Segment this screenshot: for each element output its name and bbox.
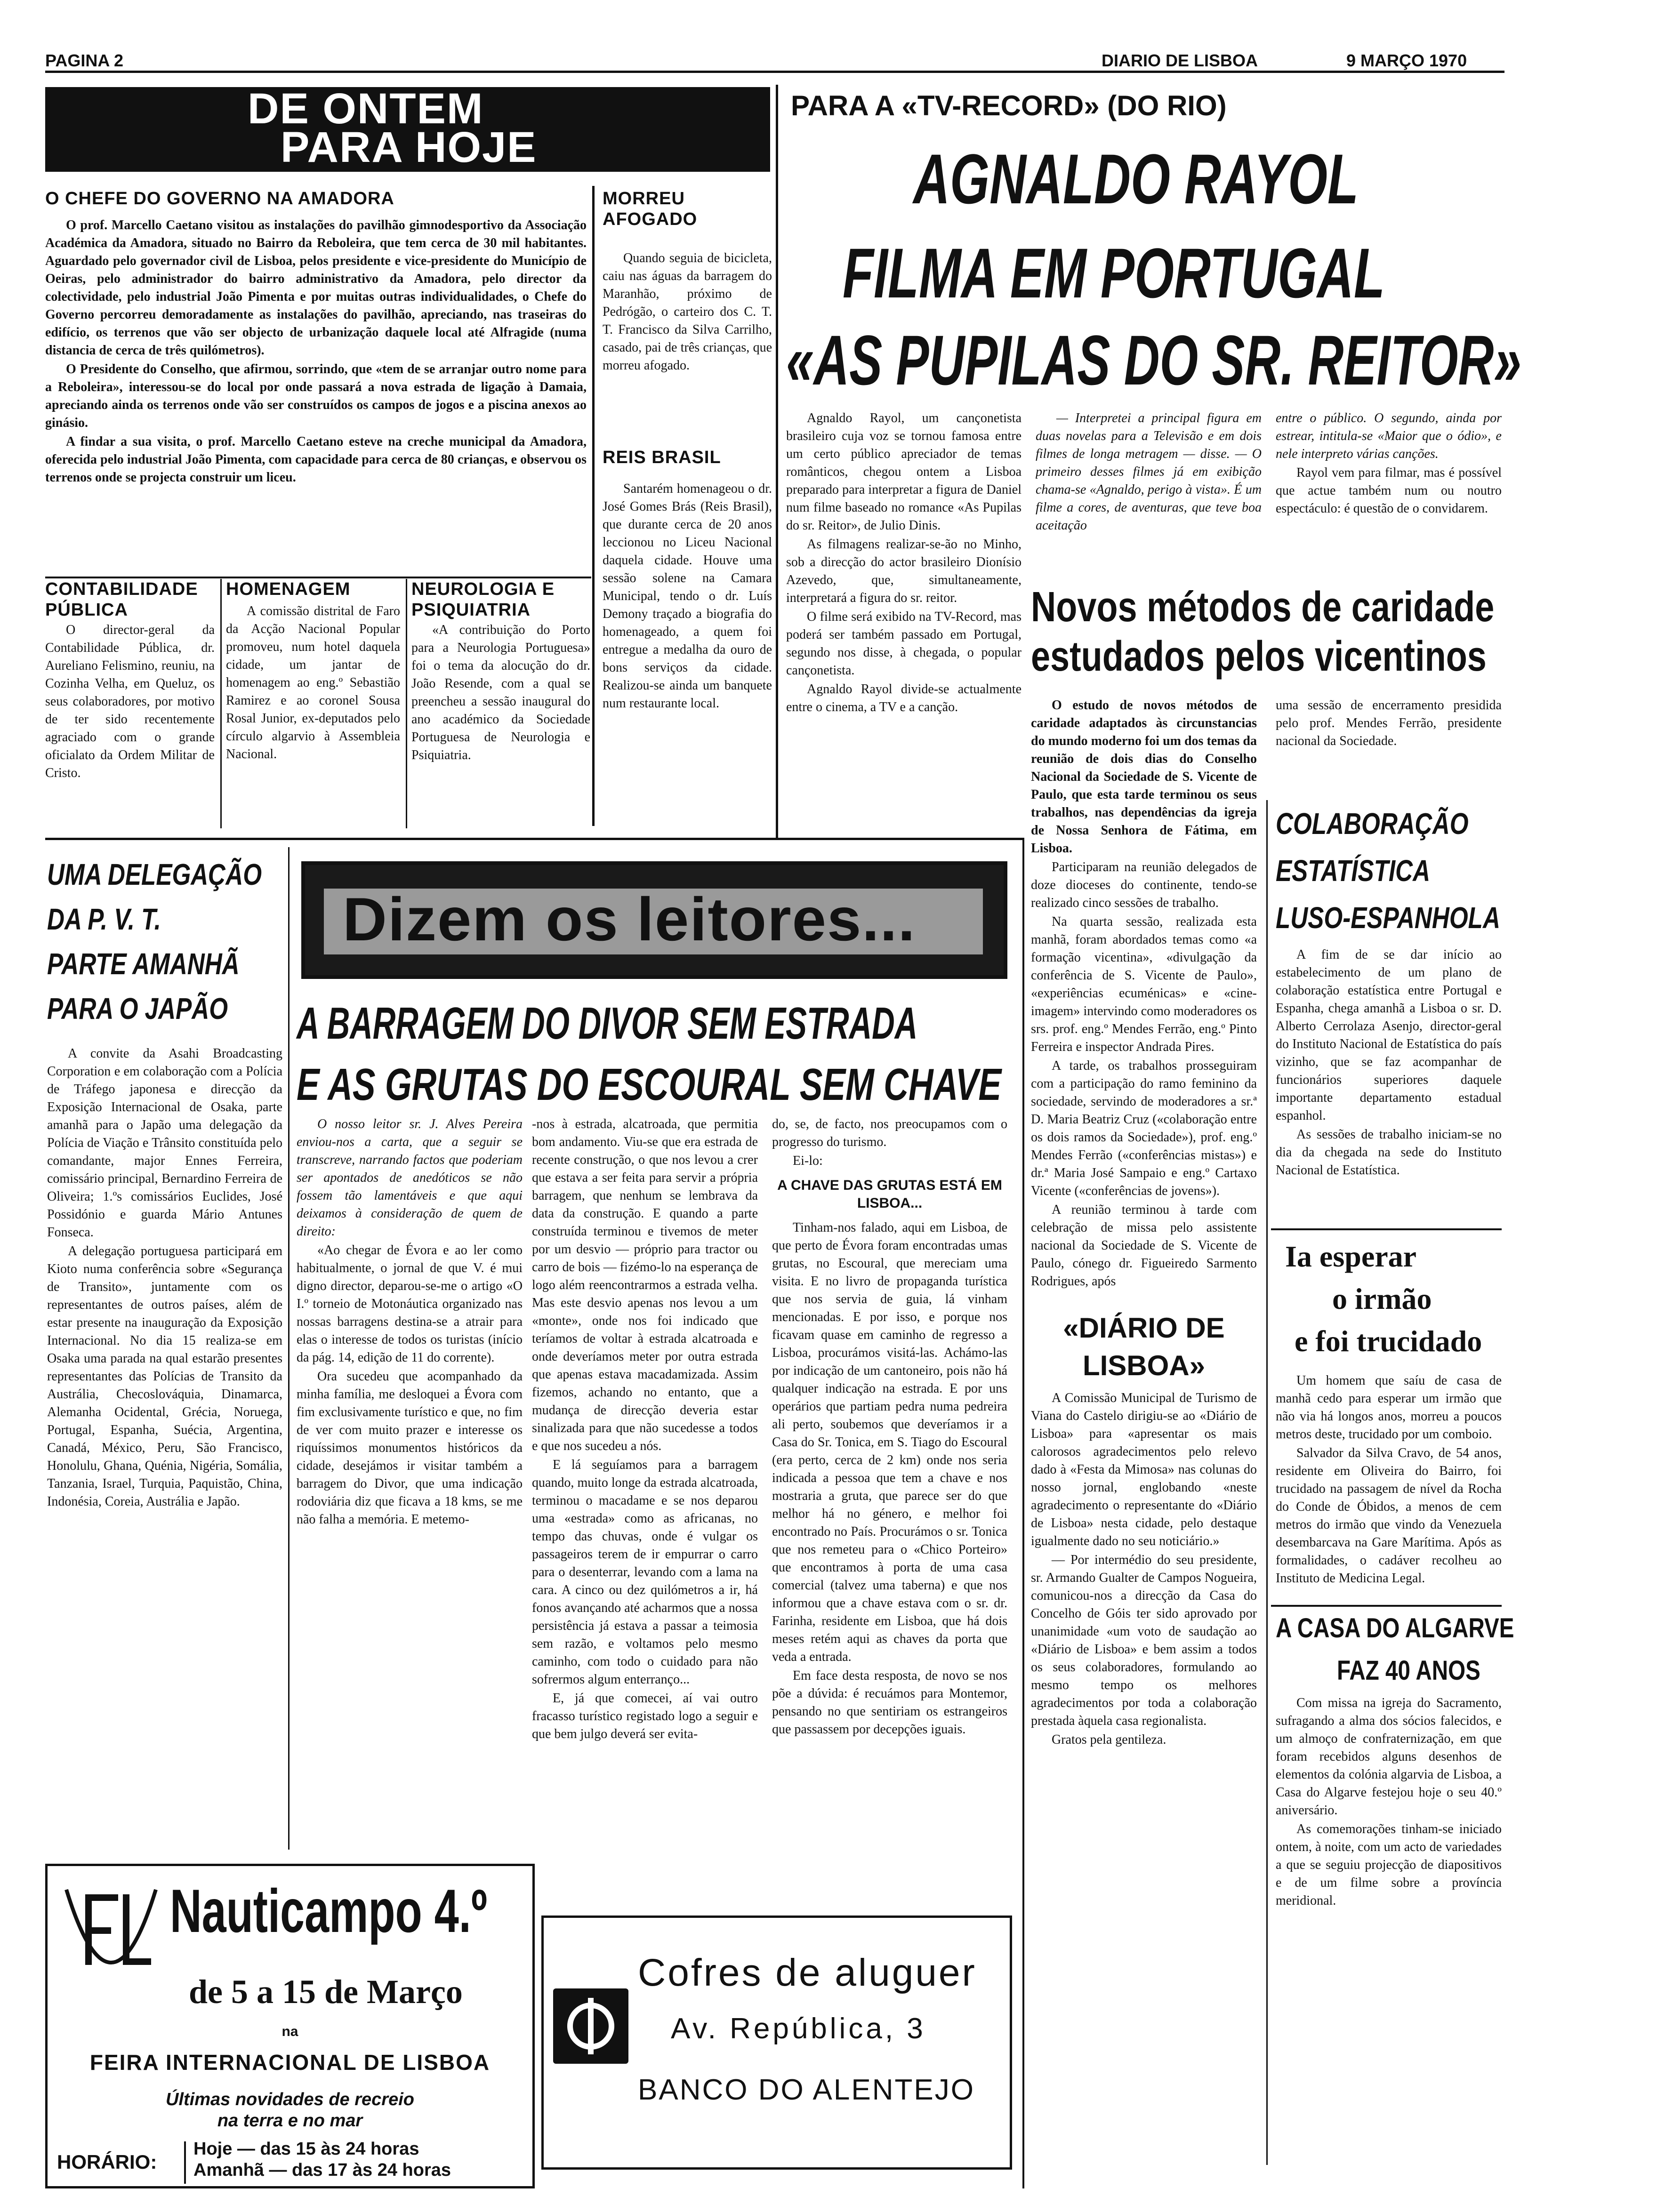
- leitores-col-2: [532, 1115, 758, 1850]
- irmao-headline-1: Ia esperar: [1285, 1240, 1417, 1273]
- neuro-heading: NEUROLOGIA E PSIQUIATRIA: [411, 579, 555, 620]
- nauticampo-title: Nauticampo 4.º: [170, 1876, 487, 1945]
- colab-headline-1: COLABORAÇÃO: [1276, 807, 1469, 841]
- morreu-article: [603, 249, 772, 428]
- tv-paragraph-4: Agnaldo Rayol divide-se actualmente entre o cinema, a TV e a canção.: [786, 682, 1022, 714]
- delegacao-headline-1: UMA DELEGAÇÃO: [47, 858, 262, 891]
- irmao-paragraph-1: Um homem que saíu de casa de manhã cedo para esperar um irmão que não via há longos anos, morreu a poucos metros deste, trucidado por um comboio.: [1276, 1373, 1502, 1442]
- leitores-headline-2: E AS GRUTAS DO ESCOURAL SEM CHAVE: [297, 1059, 1002, 1110]
- leitores-paragraph-9: Em face desta resposta, de novo se nos põe a dúvida: é recuámos para Montemor, pensando no que sentiriam os estrangeiros que passassem por decepções iguais.: [772, 1668, 1007, 1737]
- tv-paragraph-6: entre o público. O segundo, ainda por estrear, intitula-se «Maior que o ódio», e nele interpreto várias canções.: [1276, 411, 1502, 461]
- algarve-paragraph-1: Com missa na igreja do Sacramento, sufragando a alma dos sócios falecidos, e um almoço de confraternização, em que foram recebidos alguns desenhos de elementos da colónia algarvia de Lisboa, a Casa do Algarve festejou hoje o seu 40.º aniversário.: [1276, 1696, 1502, 1818]
- reis-heading: REIS BRASIL: [603, 448, 721, 467]
- leitores-paragraph-3: -nos à estrada, alcatroada, que permitia bom andamento. Viu-se que era estrada de recente construção, o que nos levou a crer que estava a ser feita para servir a própria barragem, que nenhum se lembrava da data da construção. E quando a parte construída terminou e tivemos de meter por um desvio — próprio para tractor ou carro de bois — fizémo-lo na esperança de logo além reencontrarmos a estrada velha. Mas este desvio apenas nos levou a um «monte», onde nos foi indicado que teríamos de voltar à estrada alcatroada e onde deveríamos meter por outra estrada que apenas estava macadamizada. Assim fizemos, achando no entanto, que a mudança de direcção deveria estar sinalizada para que não sucedesse a todos e que nos sucedeu a nós.: [532, 1117, 758, 1453]
- homenagem-text: A comissão distrital de Faro da Acção Nacional Popular promoveu, num hotel daquela cidade, um jantar de homenagem ao eng.º Sebastião Ramirez e ao coronel Sousa Rosal Junior, ex-deputados pelo círculo algarvio à Assembleia Nacional.: [226, 604, 400, 761]
- fil-logo-icon: [57, 1880, 165, 2036]
- diario-paragraph-2: — Por intermédio do seu presidente, sr. Armando Gualter de Campos Nogueira, comunicou-nos a direcção da Casa do Concelho de Góis ter sido aprovado por unanimidade «um voto de saudação ao «Diário de Lisboa» e bem assim a todos os seus colaboradores, formulando ao mesmo tempo os melhores agradecimentos por toda a colaboração prestada àquela casa regionalista.: [1031, 1553, 1257, 1728]
- banner-line-1: DE ONTEM: [248, 85, 484, 133]
- vicentinos-headline-2: estudados pelos vicentinos: [1031, 633, 1487, 680]
- reis-text: Santarém homenageou o dr. José Gomes Brás (Reis Brasil), que durante cerca de 20 anos leccionou no Liceu Nacional daquela cidade. Houve uma sessão solene na Camara Municipal, tendo o dr. Luís Demony traçado a biografia do homenageado, a quem foi entregue a medalha da ouro de bons serviços da cidade. Realizou-se ainda um banquete num restaurante local.: [603, 481, 772, 711]
- tv-paragraph-1: Agnaldo Rayol, um cançonetista brasileiro cuja voz se tornou famosa entre um certo público apreciador de temas românticos, chegou ontem a Lisboa preparado para interpretar a figura de Daniel num filme baseado no romance «As Pupilas do sr. Reitor», de Julio Dinis.: [786, 411, 1022, 533]
- tv-paragraph-5: — Interpretei a principal figura em duas novelas para a Televisão e em dois filmes de longa metragem — disse. — O primeiro desses filmes já em exibição chama-se «Agnaldo, perigo à vista». É um filme a cores, de aventuras, que teve boa aceitação: [1036, 411, 1262, 533]
- morreu-heading: MORREU AFOGADO: [603, 189, 698, 229]
- delegacao-paragraph-1: A convite da Asahi Broadcasting Corporation e em colaboração com a Polícia de Tráfego japonesa e direcção da Exposição Internacional de Osaka, parte amanhã para o Japão uma delegação da Polícia de Viação e Trânsito constituída pelo comandante, major Ennes Ferreira, comissário principal, Bernardino Ferreira de Oliveira; 1.ºs comissários Euclides, José Possidónio e guarda Mário Antunes Fonseca.: [47, 1046, 282, 1240]
- leitores-col-3: [772, 1115, 1007, 1850]
- tv-article-col1: [786, 409, 1022, 833]
- tv-kicker: PARA A «TV-RECORD» (DO RIO): [791, 90, 1227, 121]
- contab-text: O director-geral da Contabilidade Pública, dr. Aureliano Felismino, reuniu, na Cozinha Velha, em Queluz, os seus colaboradores, por motivo de ter sido recentemente agraciado com o grande oficialato da Ordem Militar de Cristo.: [45, 623, 215, 780]
- bank-logo-icon: [553, 1988, 628, 2064]
- algarve-paragraph-2: As comemorações tinham-se iniciado ontem, à noite, com um acto de variedades a que se seguiu projecção de diapositivos e de um filme sobre a província meridional.: [1276, 1822, 1502, 1908]
- section-rule: [45, 838, 1024, 840]
- morreu-text: Quando seguia de bicicleta, caiu nas águas da barragem do Maranhão, próximo de Pedrógão, o carteiro dos C. T. T. Francisco da Silva Carrilho, casado, pai de três crianças, que morreu afogado.: [603, 251, 772, 373]
- homenagem-heading: HOMENAGEM: [226, 579, 351, 599]
- vicentinos-paragraph-2: Participaram na reunião delegados de doze dioceses do continente, tendo-se realizado cinco sessões de trabalho.: [1031, 860, 1257, 910]
- leitores-banner: [301, 861, 1007, 979]
- nauticampo-hoje: Hoje — das 15 às 24 horas: [193, 2139, 419, 2159]
- tv-headline-3: «AS PUPILAS DO SR. REITOR»: [786, 321, 1521, 400]
- leitores-banner-text: Dizem os leitores...: [343, 885, 916, 954]
- algarve-headline-1: A CASA DO ALGARVE: [1276, 1613, 1514, 1643]
- chefe-article: [45, 216, 587, 588]
- tv-paragraph-2: As filmagens realizar-se-ão no Minho, sob a direcção do actor brasileiro Dionísio Azevedo, que, simultaneamente, interpretará a figura do sr. reitor.: [786, 537, 1022, 605]
- cofres-line-2: Av. República, 3: [671, 2012, 926, 2045]
- delegacao-headline-4: PARA O JAPÃO: [47, 992, 228, 1026]
- vicentinos-paragraph-4: A tarde, os trabalhos prosseguiram com a participação do ramo feminino da sociedade, servindo de moderadores a sr.ª D. Maria Beatriz Cruz («colaboração entre os dois ramos da Sociedade»), prof. eng.º Mendes Ferrão («conferências mistas») e dr.ª Maria José Sampaio e eng.º Cartaxo Vicente («conferências de jovens»).: [1031, 1058, 1257, 1198]
- horario-bracket: [184, 2141, 186, 2184]
- algarve-headline-2: FAZ 40 ANOS: [1337, 1655, 1480, 1686]
- chefe-heading: O CHEFE DO GOVERNO NA AMADORA: [45, 189, 394, 208]
- column-rule: [1022, 838, 1024, 2188]
- tv-paragraph-7: Rayol vem para filmar, mas é possível que actue também num ou noutro espectáculo: é questão de o convidarem.: [1276, 465, 1502, 516]
- rule: [1271, 1228, 1502, 1230]
- algarve-article: [1276, 1694, 1502, 2146]
- leitores-paragraph-2: Ora sucedeu que acompanhado da minha família, me desloquei a Évora com fim exclusivamente turístico e que, no fim de ver com muito prazer e interesse os riquíssimos monumentos históricos da cidade, desejámos ir visitar também a barragem do Divor, que uma indicação rodoviária diz que ficava a 18 kms, se me não falha a memória. E metemo-: [297, 1369, 523, 1527]
- colab-paragraph-2: As sessões de trabalho iniciam-se no dia da chegada na sede do Instituto Nacional de Estatística.: [1276, 1127, 1502, 1178]
- newspaper-name: DIARIO DE LISBOA: [1102, 51, 1258, 70]
- tv-article-col2: [1036, 409, 1262, 574]
- chefe-paragraph-1: O prof. Marcello Caetano visitou as instalações do pavilhão gimnodesportivo da Associação Académica da Amadora, situado no Bairro da Reboleira, que tem cerca de 30 mil habitantes. Aguardado pelo governador civil de Lisboa, pelos presidente e vice-presidente do Município de Oeiras, pelo administrador do bairro administrativo da Amadora, pelo director da colectividade, pelo industrial João Pimenta e por muitas outras individualidades, o Chefe do Governo percorreu demoradamente as instalações do pavilhão, apreciando, nas traseiras do edifício, os terrenos que vão ser objecto de urbanização daquele local até Alfragide (numa distancia de cerca de três quilómetros).: [45, 218, 587, 358]
- cofres-line-3: BANCO DO ALENTEJO: [638, 2074, 975, 2106]
- column-rule: [1266, 800, 1268, 2165]
- irmao-headline-2: o irmão: [1332, 1282, 1432, 1315]
- colab-article: [1276, 946, 1502, 1210]
- chave-subheading: A CHAVE DAS GRUTAS ESTÁ EM LISBOA...: [777, 1178, 1002, 1211]
- neuro-article: [411, 621, 590, 828]
- colab-headline-3: LUSO-ESPANHOLA: [1276, 901, 1500, 935]
- tv-article-col3: [1276, 409, 1502, 574]
- vicentinos-article-right: [1276, 697, 1502, 781]
- neuro-text: «A contribuição do Porto para a Neurologia Portuguesa» foi o tema da alocução do dr. João Resende, com a qual se preencheu a sessão inaugural do ano académico da Sociedade Portuguesa de Neurologia e Psiquiatria.: [411, 623, 590, 762]
- cofres-line-1: Cofres de aluguer: [638, 1951, 977, 1994]
- nauticampo-novidades-2: na terra e no mar: [217, 2111, 363, 2131]
- leitores-paragraph-8: Tinham-nos falado, aqui em Lisboa, de que perto de Évora foram encontradas umas grutas, no Escoural, que mereciam uma visita. E no livro de propaganda turística que nos servia de guia, lá vinham mencionadas. E por isso, e porque nos ficavam quase em caminho de regresso a Lisboa, procurámos visitá-las. Achámo-las por indicação de um cantoneiro, pois não há qualquer indicação na estrada. E por uns operários que partiam pedra numa pedreira ali perto, soubemos que deveríamos ir a Casa do Sr. Tonica, em S. Tiago do Escoural (era perto, cerca de 2 km) onde nos seria indicada a pessoa que tem a chave e nos mostraria a gruta, que parece ser do que melhor há no género, e melhor foi encontrado no País. Procurámos o sr. Tonica que nos remeteu para o «Chico Porteiro» que encontramos à porta de uma casa comercial (talvez uma taberna) e que nos informou que a chave estava com o sr. dr. Farinha, residente em Lisboa, que há dois meses retém aqui as chaves da porta que veda a entrada.: [772, 1220, 1007, 1664]
- nauticampo-dates: de 5 a 15 de Março: [189, 1973, 463, 2011]
- nauticampo-na: na: [282, 2024, 298, 2039]
- homenagem-article: [226, 602, 400, 828]
- delegacao-paragraph-2: A delegação portuguesa participará em Kioto numa conferência sobre «Segurança de Transito», juntamente com os representantes de outros países, além de estar presente na inauguração da Exposição Internacional. No dia 15 realiza-se em Osaka uma parada na qual estarão presentes representantes das Polícias de Transito da Austrália, Checoslováquia, Dinamarca, Alemanha Ocidental, Grécia, Noruega, Portugal, Espanha, Suécia, Argentina, Canadá, México, Peru, São Francisco, Honolulu, Ghana, Quénia, Nigéria, Somália, Tanzania, Israel, Turquia, Paquistão, China, Indonésia, Coreia, Austrália e Japão.: [47, 1244, 282, 1509]
- nauticampo-horario: HORÁRIO:: [57, 2151, 157, 2173]
- nauticampo-amanha: Amanhã — das 17 às 24 horas: [193, 2160, 451, 2180]
- reis-article: [603, 480, 772, 828]
- column-rule: [592, 186, 595, 826]
- diario-headline: «DIÁRIO DE LISBOA»: [1063, 1312, 1225, 1381]
- delegacao-headline-2: DA P. V. T.: [47, 902, 161, 936]
- cofres-ad: [541, 1915, 1012, 2170]
- contab-heading: CONTABILIDADE PÚBLICA: [45, 579, 198, 620]
- vicentinos-paragraph-5: A reunião terminou à tarde com celebração de missa pelo assistente nacional da Sociedade de S. Vicente de Paulo, cónego dr. Figueiredo Sarmento Rodrigues, após: [1031, 1202, 1257, 1289]
- leitores-headline-1: A BARRAGEM DO DIVOR SEM ESTRADA: [297, 998, 918, 1049]
- diario-paragraph-1: A Comissão Municipal de Turismo de Viana do Castelo dirigiu-se ao «Diário de Lisboa» para «apresentar os mais calorosos agradecimentos pelo relevo dado à «Festa da Mimosa» nas colunas do nosso jornal, englobando «neste agradecimento o representante do «Diário de Lisboa» nesta cidade, pelo destaque igualmente dado no seu noticiário.»: [1031, 1391, 1257, 1548]
- leitores-paragraph-6: do, se, de facto, nos preocupamos com o progresso do turismo.: [772, 1117, 1007, 1149]
- delegacao-article: [47, 1045, 282, 1850]
- nauticampo-feira: FEIRA INTERNACIONAL DE LISBOA: [89, 2050, 491, 2075]
- chefe-paragraph-3: A findar a sua visita, o prof. Marcello Caetano esteve na creche municipal da Amadora, oferecida pelo industrial João Pimenta, com capacidade para cerca de 80 crianças, e observou os terrenos onde se projecta construir um liceu.: [45, 434, 587, 485]
- diario-paragraph-3: Gratos pela gentileza.: [1052, 1732, 1166, 1747]
- ontem-banner: [45, 87, 770, 172]
- banner-line-2: PARA HOJE: [281, 123, 537, 171]
- column-rule: [406, 579, 407, 828]
- column-rule: [776, 85, 778, 838]
- column-rule: [288, 847, 290, 1850]
- small-news-rule: [45, 577, 591, 578]
- leitores-intro: O nosso leitor sr. J. Alves Pereira enviou-nos a carta, que a seguir se transcreve, narrando factos que poderiam ser apontados de anedóticos se não fossem tão lamentáveis e que aqui deixamos à consideração de quem de direito:: [297, 1117, 523, 1239]
- nauticampo-ad: [45, 1864, 535, 2188]
- chefe-paragraph-2: O Presidente do Conselho, que afirmou, sorrindo, que «tem de se arranjar outro nome para a Reboleira», interessou-se do local por onde passará a nova estrada de ligação à Damaia, apreciando ainda os terrenos onde vão ser construídos os campos de jogos e a piscina anexos ao ginásio.: [45, 362, 587, 430]
- leitores-paragraph-1: «Ao chegar de Évora e ao ler como habitualmente, o jornal de que V. é mui digno director, deparou-se-me o artigo «O I.º torneio de Motonáutica organizado nas nossas barragens destina-se a atrair para elas o interesse de todos os turistas (início da pág. 14, edição de 11 do corrente).: [297, 1243, 523, 1365]
- header-rule: [45, 71, 1504, 73]
- nauticampo-novidades-1: Últimas novidades de recreio: [166, 2090, 414, 2109]
- leitores-paragraph-7: Ei-lo:: [793, 1154, 823, 1168]
- leitores-col-1: [297, 1115, 523, 1850]
- colab-headline-2: ESTATÍSTICA: [1276, 854, 1431, 888]
- issue-date: 9 MARÇO 1970: [1346, 51, 1467, 70]
- page-number: PAGINA 2: [45, 51, 124, 70]
- irmao-headline: [1276, 1235, 1502, 1362]
- column-rule: [220, 579, 222, 828]
- leitores-paragraph-4: E lá seguíamos para a barragem quando, muito longe da estrada alcatroada, terminou o macadame e se nos deparou uma «estrada» como as africanas, no tempo das chuvas, onde é vulgar os passageiros terem de ir empurrar o carro para o desenterrar, levando com a lama na cara. A cinco ou dez quilómetros a ir, há fonos avançando até acharmos que a nossa persistência já estava a passar a teimosia sem razão, e voltamos pelo mesmo caminho, com todo o cuidado para não sofrermos algum enterranço...: [532, 1458, 758, 1687]
- tv-paragraph-3: O filme será exibido na TV-Record, mas poderá ser também passado em Portugal, segundo nos disse, à chegada, o popular cançonetista.: [786, 609, 1022, 678]
- colab-paragraph-1: A fim de se dar início ao estabelecimento de um plano de colaboração estatística entre Portugal e Espanha, chega amanhã a Lisboa o sr. D. Alberto Cerrolaza Asenjo, director-geral do Instituto Nacional de Estatística do país vizinho, que se faz acompanhar de funcionários superiores daquele importante departamento estadual espanhol.: [1276, 947, 1502, 1123]
- tv-headline-1: AGNALDO RAYOL: [913, 139, 1359, 218]
- vicentinos-headline-1: Novos métodos de caridade: [1031, 584, 1495, 631]
- irmao-article: [1276, 1372, 1502, 1607]
- leitores-paragraph-5: E, já que comecei, aí vai outro fracasso turístico registado logo a seguir e que bem julgo deverá ser evita-: [532, 1691, 758, 1741]
- vicentinos-paragraph-3: Na quarta sessão, realizada esta manhã, foram abordados temas como «a formação vicentina», «divulgação da conferência de S. Vicente de Paulo», «experiências ecuménicas» e «cine-imagem» intervindo como moderadores os srs. prof. eng.º Mendes Ferrão, eng.º Pinto Ferreira e inspector Andrada Pires.: [1031, 914, 1257, 1054]
- rule: [1271, 1605, 1502, 1607]
- vicentinos-article: [1031, 697, 1257, 2099]
- irmao-paragraph-2: Salvador da Silva Cravo, de 54 anos, residente em Oliveira do Bairro, foi trucidado na passagem de nível da Rocha do Conde de Óbidos, a menos de cem metros do irmão que vindo da Venezuela desembarcava na Gare Marítima. Após as formalidades, o cadáver recolheu ao Instituto de Medicina Legal.: [1276, 1446, 1502, 1586]
- vicentinos-lead: O estudo de novos métodos de caridade adaptados às circunstancias do mundo moderno foi um dos temas da reunião de dois dias do Conselho Nacional da Sociedade de S. Vicente de Paulo, que esta tarde terminou os seus trabalhos, nas dependências da igreja de Nossa Senhora de Fátima, em Lisboa.: [1031, 698, 1257, 856]
- irmao-headline-3: e foi trucidado: [1295, 1324, 1482, 1358]
- contab-article: [45, 621, 215, 828]
- tv-headline-2: FILMA EM PORTUGAL: [843, 233, 1385, 313]
- vicentinos-right-text: uma sessão de encerramento presidida pelo prof. Mendes Ferrão, presidente nacional da Sociedade.: [1276, 698, 1502, 748]
- delegacao-headline-3: PARTE AMANHÃ: [47, 947, 240, 981]
